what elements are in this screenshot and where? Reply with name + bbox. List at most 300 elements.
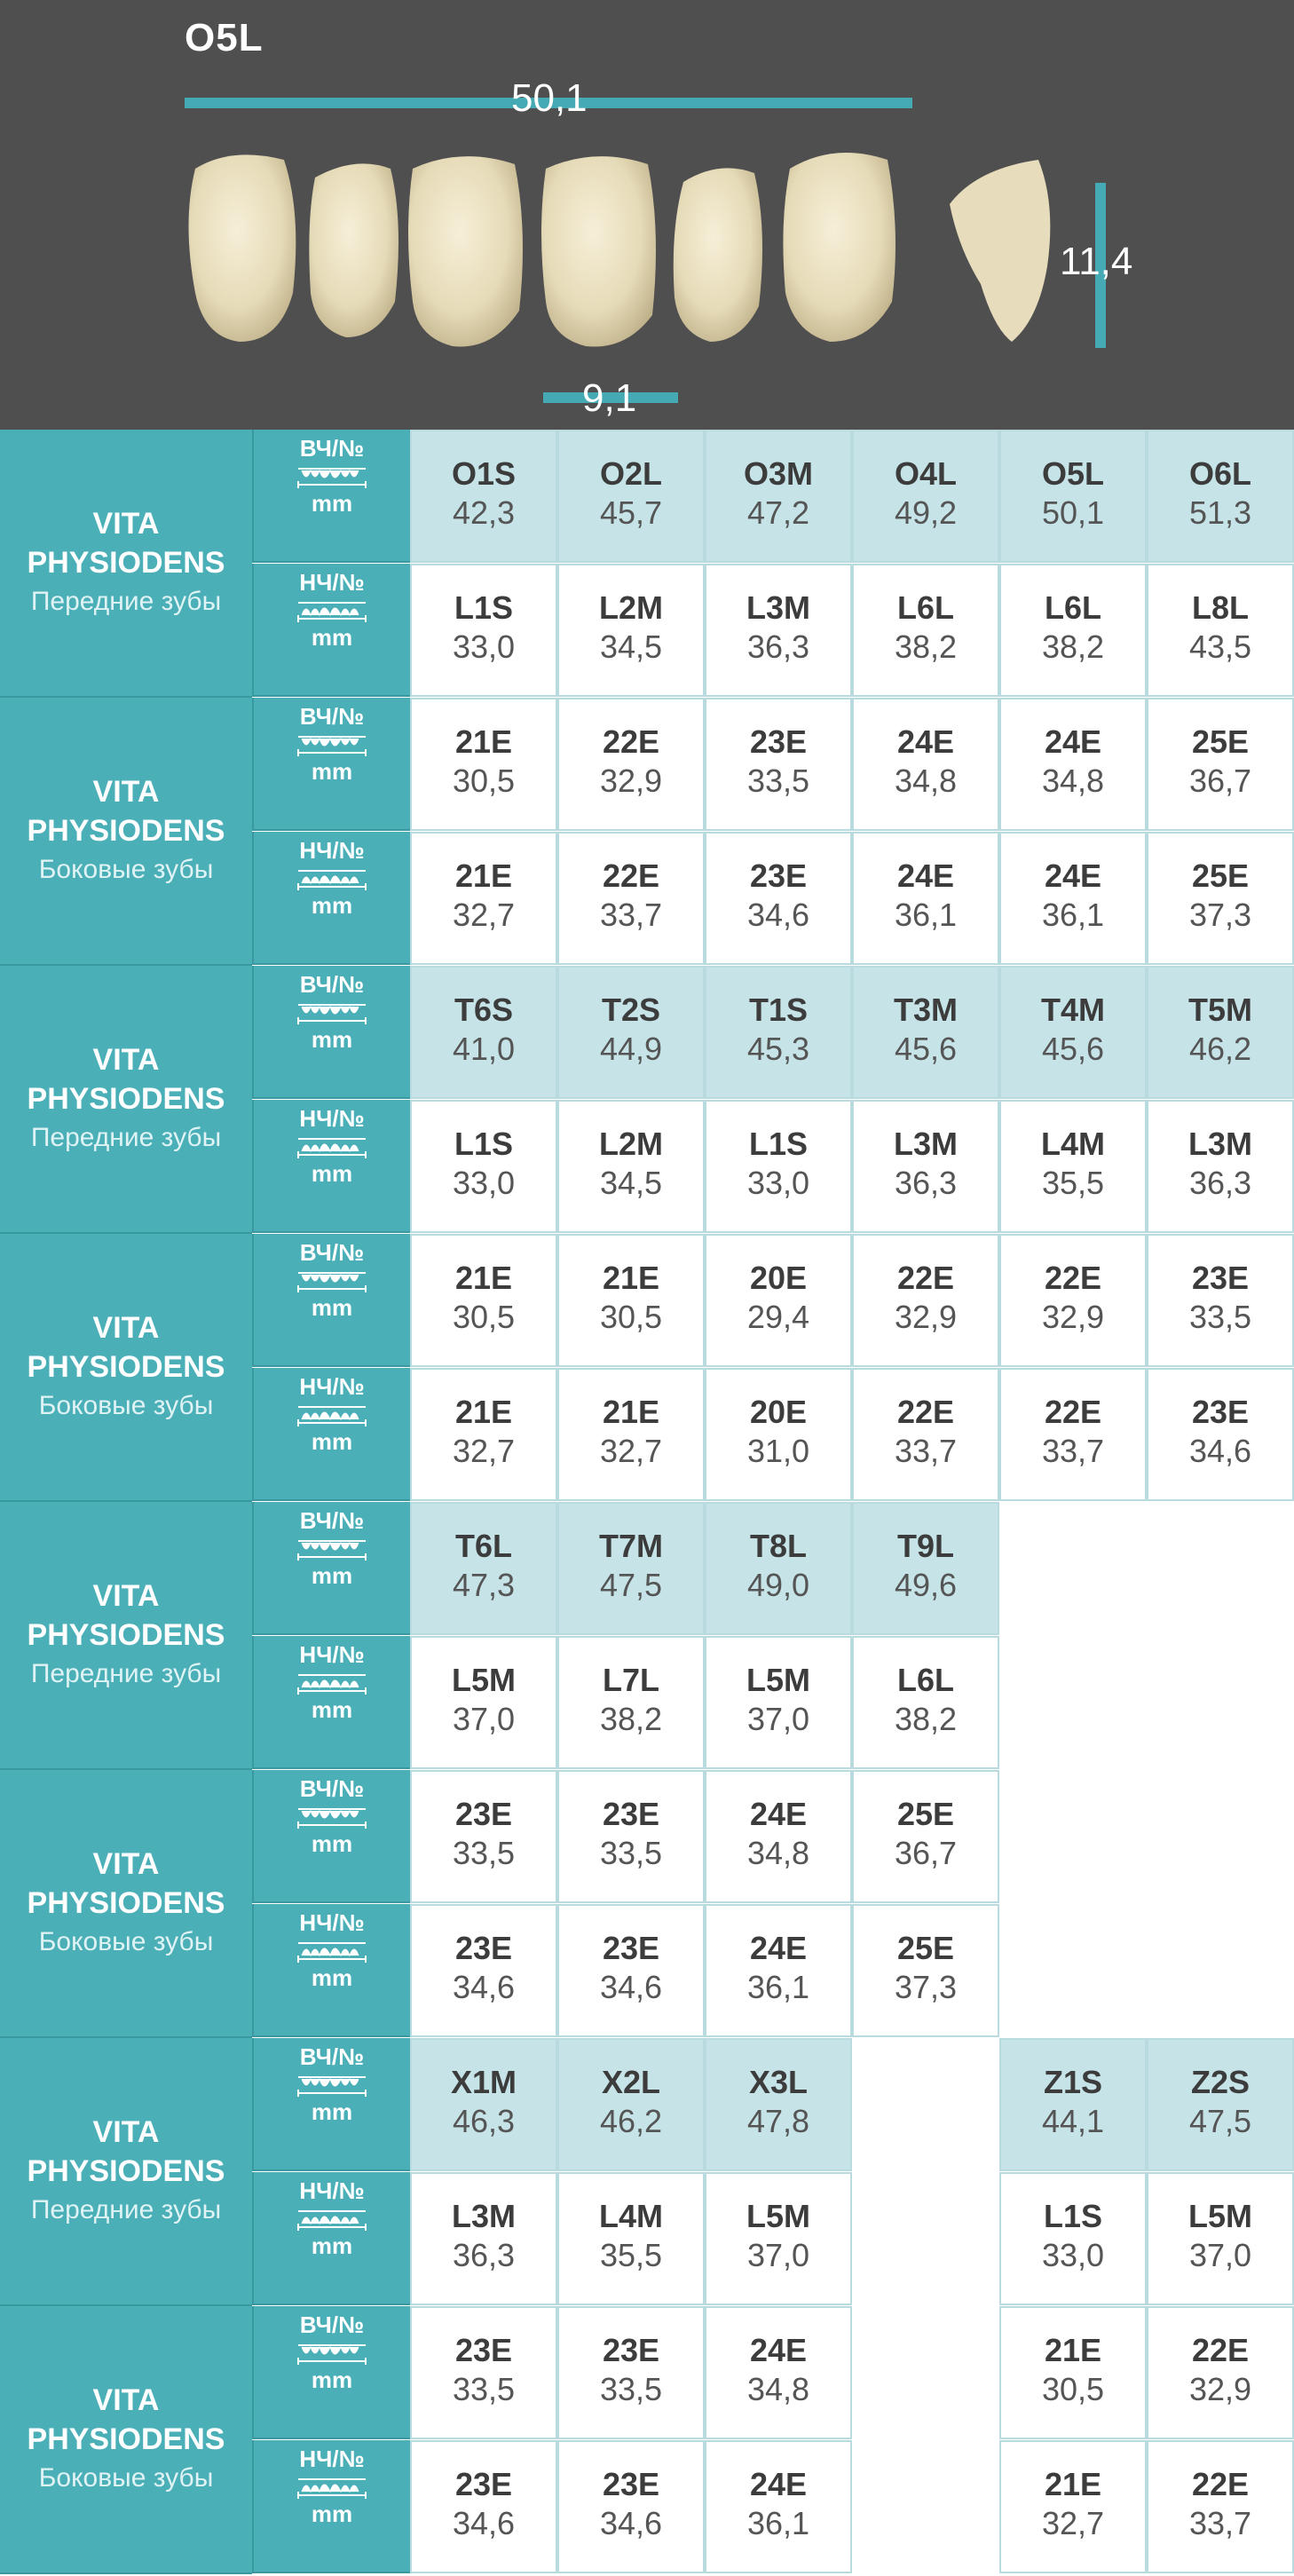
width-value: 33,7: [1188, 2505, 1252, 2541]
width-value: 51,3: [1188, 494, 1252, 531]
table-cell: [999, 966, 1147, 1099]
width-value: 32,9: [599, 763, 663, 799]
width-value: 29,4: [746, 1299, 810, 1335]
mould-code: T6S: [454, 992, 514, 1028]
width-value: 34,6: [1188, 1433, 1252, 1469]
table-cell: [410, 966, 557, 1099]
lower-jaw-label: [252, 1636, 410, 1769]
width-value: 49,2: [894, 494, 958, 531]
mould-code: X2L: [601, 2064, 661, 2100]
table-cell: [410, 1100, 557, 1233]
width-value: 47,5: [1188, 2103, 1252, 2139]
mould-code: 24E: [749, 1796, 808, 1832]
table-cell: [705, 1502, 852, 1635]
table-cell: [557, 966, 705, 1099]
mould-code: 24E: [749, 2332, 808, 2368]
width-value: 34,6: [599, 2505, 663, 2541]
upper-jaw-icon: [296, 2074, 367, 2097]
width-value: 45,6: [1041, 1031, 1105, 1067]
brand-line-2: PHYSIODENS: [27, 814, 225, 848]
table-cell: [705, 1904, 852, 2037]
width-value: 36,1: [746, 1969, 810, 2005]
upper-jaw-label: [252, 1502, 410, 1635]
width-value: 45,6: [894, 1031, 958, 1067]
mould-code: T2S: [601, 992, 661, 1028]
mould-code: 23E: [749, 857, 808, 894]
mould-code: 24E: [1044, 857, 1102, 894]
mould-code: Z1S: [1043, 2064, 1103, 2100]
table-cell: [1147, 2172, 1294, 2305]
table-cell: [1147, 1100, 1294, 1233]
mould-code: O6L: [1188, 455, 1251, 492]
table-cell: [557, 564, 705, 697]
jaw-number-label: ВЧ/№: [299, 2043, 365, 2070]
width-value: 49,0: [746, 1567, 810, 1603]
jaw-number-label: ВЧ/№: [299, 1507, 365, 1534]
unit-label: mm: [311, 1696, 353, 1723]
lower-jaw-icon: [296, 1671, 367, 1695]
width-value: 32,9: [1188, 2371, 1252, 2407]
table-cell: [852, 1904, 999, 2037]
upper-jaw-icon: [296, 1537, 367, 1561]
block-label: [0, 1234, 252, 1502]
unit-label: mm: [311, 2098, 353, 2125]
table-cell: [410, 2038, 557, 2171]
unit-label: mm: [311, 2501, 353, 2527]
width-value: 30,5: [452, 1299, 516, 1335]
table-cell: [410, 1636, 557, 1769]
width-value: 35,5: [599, 2237, 663, 2273]
mould-code: T3M: [894, 992, 958, 1028]
unit-label: mm: [311, 2367, 353, 2393]
table-cell: [852, 430, 999, 563]
lower-jaw-icon: [296, 1940, 367, 1963]
lower-jaw-icon: [296, 1135, 367, 1158]
table-cell: [1147, 966, 1294, 1099]
mould-code: T5M: [1188, 992, 1252, 1028]
table-cell: [410, 2440, 557, 2573]
table-cell: [852, 1100, 999, 1233]
table-cell: [852, 1234, 999, 1367]
lower-jaw-label: [252, 1368, 410, 1501]
table-cell: [557, 1770, 705, 1903]
width-value: 34,8: [746, 1835, 810, 1871]
tooth-group-label: Передние зубы: [30, 1123, 222, 1152]
table-cell: [557, 1100, 705, 1233]
mould-code: L3M: [452, 2198, 516, 2234]
unit-label: mm: [311, 490, 353, 517]
table-cell: [1147, 1234, 1294, 1367]
mould-code: 21E: [1044, 2332, 1102, 2368]
mould-code: O4L: [894, 455, 957, 492]
lower-jaw-label: [252, 832, 410, 965]
mould-code: O5L: [1041, 455, 1104, 492]
mould-code: 21E: [602, 1260, 660, 1296]
table-cell: [705, 832, 852, 965]
jaw-number-label: НЧ/№: [299, 837, 365, 864]
upper-jaw-icon: [296, 2342, 367, 2365]
mould-code: 25E: [896, 1930, 955, 1966]
mould-code: T8L: [749, 1528, 807, 1564]
mould-code: 24E: [896, 857, 955, 894]
mould-code: 23E: [454, 1930, 513, 1966]
width-value: 36,3: [1188, 1165, 1252, 1201]
width-value: 34,8: [1041, 763, 1105, 799]
width-value: 50,1: [1041, 494, 1105, 531]
mould-code: 20E: [749, 1260, 808, 1296]
table-cell: [705, 2172, 852, 2305]
jaw-number-label: ВЧ/№: [299, 435, 365, 462]
tooth-group-label: Боковые зубы: [38, 2463, 214, 2493]
table-cell: [705, 1100, 852, 1233]
width-value: 34,8: [894, 763, 958, 799]
unit-label: mm: [311, 624, 353, 651]
width-value: 44,9: [599, 1031, 663, 1067]
mould-code: 21E: [602, 1394, 660, 1430]
mould-code: 22E: [896, 1260, 955, 1296]
table-cell: [410, 1502, 557, 1635]
mould-code: 22E: [1044, 1394, 1102, 1430]
mould-code: 23E: [454, 2466, 513, 2502]
table-cell: [999, 1100, 1147, 1233]
mould-code: 21E: [1044, 2466, 1102, 2502]
side-tooth-photo: [941, 151, 1074, 355]
mould-code: T7M: [599, 1528, 663, 1564]
table-cell: [999, 698, 1147, 831]
upper-jaw-icon: [296, 1269, 367, 1292]
jaw-number-label: ВЧ/№: [299, 703, 365, 730]
table-cell: [999, 832, 1147, 965]
unit-label: mm: [311, 2232, 353, 2259]
width-value: 36,7: [1188, 763, 1252, 799]
table-cell: [852, 1770, 999, 1903]
unit-label: mm: [311, 1294, 353, 1321]
mould-code: T6L: [454, 1528, 512, 1564]
mould-code: L4M: [1041, 1126, 1105, 1162]
width-value: 49,6: [894, 1567, 958, 1603]
table-cell: [410, 564, 557, 697]
width-value: 33,5: [599, 1835, 663, 1871]
brand-line-2: PHYSIODENS: [27, 1618, 225, 1652]
mould-code: 25E: [896, 1796, 955, 1832]
mould-code: X1M: [450, 2064, 517, 2100]
width-value: 37,3: [1188, 897, 1252, 933]
table-cell: [1147, 564, 1294, 697]
mould-code: 24E: [896, 723, 955, 760]
width-value: 37,0: [452, 1701, 516, 1737]
table-cell: [410, 1904, 557, 2037]
tooth-group-label: Боковые зубы: [38, 1927, 214, 1956]
table-cell: [999, 2172, 1147, 2305]
brand-line-2: PHYSIODENS: [27, 1350, 225, 1384]
table-cell: [557, 1234, 705, 1367]
table-cell: [999, 1368, 1147, 1501]
width-value: 45,7: [599, 494, 663, 531]
mould-code: 23E: [454, 2332, 513, 2368]
mould-code: 25E: [1191, 857, 1250, 894]
upper-jaw-label: [252, 698, 410, 831]
mould-code: L2M: [599, 1126, 663, 1162]
width-value: 33,0: [452, 628, 516, 665]
brand-line-1: VITA: [92, 1043, 160, 1077]
mould-code: 23E: [602, 2466, 660, 2502]
table-cell: [852, 966, 999, 1099]
mould-code: L1S: [454, 1126, 514, 1162]
lower-jaw-label: [252, 1904, 410, 2037]
block-label: [0, 1502, 252, 1770]
mould-code: L6L: [896, 1662, 954, 1698]
mould-code: T4M: [1041, 992, 1105, 1028]
mould-code: O2L: [599, 455, 662, 492]
table-cell: [705, 1770, 852, 1903]
width-value: 33,5: [1188, 1299, 1252, 1335]
width-value: 36,3: [452, 2237, 516, 2273]
table-cell: [557, 1502, 705, 1635]
width-value: 36,3: [746, 628, 810, 665]
block-label: [0, 2038, 252, 2306]
unit-label: mm: [311, 1428, 353, 1455]
table-cell: [557, 1368, 705, 1501]
brand-line-2: PHYSIODENS: [27, 2422, 225, 2456]
mould-code: L1S: [748, 1126, 809, 1162]
mould-code: 22E: [602, 857, 660, 894]
block-label: [0, 2306, 252, 2574]
table-cell: [999, 564, 1147, 697]
width-value: 45,3: [746, 1031, 810, 1067]
width-value: 33,0: [1041, 2237, 1105, 2273]
table-cell: [410, 2172, 557, 2305]
width-value: 32,9: [1041, 1299, 1105, 1335]
height-dimension-label: 11,4: [1060, 240, 1133, 283]
mould-code: O3M: [743, 455, 813, 492]
width-value: 33,0: [452, 1165, 516, 1201]
mould-code: X3L: [748, 2064, 809, 2100]
block-label: [0, 430, 252, 698]
upper-jaw-label: [252, 1770, 410, 1903]
width-value: 46,3: [452, 2103, 516, 2139]
width-value: 34,5: [599, 1165, 663, 1201]
table-cell: [852, 698, 999, 831]
table-cell: [705, 2306, 852, 2439]
table-cell: [557, 1904, 705, 2037]
upper-jaw-label: [252, 966, 410, 1099]
width-value: 41,0: [452, 1031, 516, 1067]
mould-code: 22E: [1191, 2466, 1250, 2502]
tooth-group-label: Передние зубы: [30, 587, 222, 616]
table-cell: [999, 2306, 1147, 2439]
width-value: 32,7: [599, 1433, 663, 1469]
brand-line-1: VITA: [92, 1579, 160, 1613]
mould-code: 20E: [749, 1394, 808, 1430]
lower-jaw-icon: [296, 599, 367, 622]
mould-code: Z2S: [1190, 2064, 1251, 2100]
brand-line-2: PHYSIODENS: [27, 1886, 225, 1920]
width-value: 34,6: [599, 1969, 663, 2005]
table-cell: [410, 832, 557, 965]
table-cell: [410, 1368, 557, 1501]
jaw-number-label: НЧ/№: [299, 1105, 365, 1132]
upper-jaw-label: [252, 1234, 410, 1367]
mould-code: 23E: [602, 1930, 660, 1966]
mould-code: T1S: [748, 992, 809, 1028]
brand-line-1: VITA: [92, 775, 160, 809]
table-cell: [410, 1234, 557, 1367]
tooth-group-label: Боковые зубы: [38, 1391, 214, 1420]
width-value: 46,2: [1188, 1031, 1252, 1067]
table-cell: [705, 430, 852, 563]
depth-dimension-label: 9,1: [582, 376, 637, 420]
table-cell: [705, 1368, 852, 1501]
table-cell: [852, 1368, 999, 1501]
mould-code: 23E: [1191, 1394, 1250, 1430]
width-dimension-label: 50,1: [511, 76, 588, 120]
lower-jaw-icon: [296, 2476, 367, 2499]
tooth-group-label: Передние зубы: [30, 1659, 222, 1688]
mould-code: 23E: [602, 2332, 660, 2368]
unit-label: mm: [311, 1964, 353, 1991]
mould-code: 21E: [454, 1260, 513, 1296]
brand-line-1: VITA: [92, 2115, 160, 2149]
lower-jaw-icon: [296, 1403, 367, 1426]
width-value: 47,8: [746, 2103, 810, 2139]
width-value: 37,0: [746, 2237, 810, 2273]
width-value: 38,2: [1041, 628, 1105, 665]
width-value: 30,5: [452, 763, 516, 799]
brand-line-1: VITA: [92, 507, 160, 541]
mould-code: 23E: [602, 1796, 660, 1832]
width-value: 34,6: [452, 2505, 516, 2541]
table-cell: [705, 1234, 852, 1367]
table-cell: [705, 698, 852, 831]
width-value: 46,2: [599, 2103, 663, 2139]
width-value: 34,5: [599, 628, 663, 665]
unit-label: mm: [311, 758, 353, 785]
table-cell: [999, 430, 1147, 563]
width-value: 43,5: [1188, 628, 1252, 665]
upper-jaw-label: [252, 2038, 410, 2171]
jaw-number-label: ВЧ/№: [299, 1239, 365, 1266]
jaw-number-label: ВЧ/№: [299, 971, 365, 998]
mould-code: T9L: [896, 1528, 954, 1564]
table-cell: [705, 966, 852, 1099]
mould-code: L7L: [602, 1662, 659, 1698]
mould-code: L5M: [746, 1662, 810, 1698]
width-value: 33,7: [894, 1433, 958, 1469]
table-cell: [410, 430, 557, 563]
width-value: 36,1: [746, 2505, 810, 2541]
block-label: [0, 698, 252, 966]
width-value: 33,0: [746, 1165, 810, 1201]
unit-label: mm: [311, 1830, 353, 1857]
mould-code: 23E: [1191, 1260, 1250, 1296]
lower-jaw-label: [252, 2440, 410, 2573]
upper-jaw-icon: [296, 1806, 367, 1829]
jaw-number-label: НЧ/№: [299, 1909, 365, 1936]
table-cell: [705, 2038, 852, 2171]
width-value: 33,5: [452, 2371, 516, 2407]
mould-code: L6L: [1044, 589, 1101, 626]
width-value: 32,7: [1041, 2505, 1105, 2541]
table-cell: [410, 2306, 557, 2439]
upper-jaw-icon: [296, 1001, 367, 1024]
table-cell: [999, 1234, 1147, 1367]
width-value: 33,5: [599, 2371, 663, 2407]
brand-line-1: VITA: [92, 1847, 160, 1881]
mould-code: 23E: [454, 1796, 513, 1832]
mould-code: L5M: [452, 1662, 516, 1698]
model-code: O5L: [185, 16, 264, 59]
width-value: 47,3: [452, 1567, 516, 1603]
brand-line-2: PHYSIODENS: [27, 546, 225, 580]
tooth-group-label: Передние зубы: [30, 2195, 222, 2224]
table-cell: [1147, 698, 1294, 831]
table-cell: [410, 698, 557, 831]
unit-label: mm: [311, 892, 353, 919]
brand-line-2: PHYSIODENS: [27, 2154, 225, 2188]
width-value: 36,7: [894, 1835, 958, 1871]
unit-label: mm: [311, 1160, 353, 1187]
product-header: [0, 0, 1294, 430]
table-cell: [705, 564, 852, 697]
width-value: 33,5: [746, 763, 810, 799]
jaw-number-label: НЧ/№: [299, 1373, 365, 1400]
width-value: 37,3: [894, 1969, 958, 2005]
width-value: 36,3: [894, 1165, 958, 1201]
table-cell: [705, 1636, 852, 1769]
block-label: [0, 1770, 252, 2038]
width-value: 32,7: [452, 1433, 516, 1469]
width-value: 38,2: [599, 1701, 663, 1737]
mould-code: 22E: [602, 723, 660, 760]
width-value: 37,0: [1188, 2237, 1252, 2273]
mould-code: L2M: [599, 589, 663, 626]
mould-code: 24E: [749, 1930, 808, 1966]
table-cell: [1147, 2306, 1294, 2439]
table-cell: [557, 2440, 705, 2573]
width-value: 36,1: [894, 897, 958, 933]
mould-code: O1S: [451, 455, 517, 492]
width-value: 38,2: [894, 628, 958, 665]
mould-code: 24E: [1044, 723, 1102, 760]
table-cell: [852, 1636, 999, 1769]
table-cell: [1147, 430, 1294, 563]
width-value: 47,5: [599, 1567, 663, 1603]
mould-code: 25E: [1191, 723, 1250, 760]
mould-code: 21E: [454, 857, 513, 894]
width-value: 42,3: [452, 494, 516, 531]
width-value: 35,5: [1041, 1165, 1105, 1201]
width-value: 36,1: [1041, 897, 1105, 933]
brand-line-2: PHYSIODENS: [27, 1082, 225, 1116]
jaw-number-label: ВЧ/№: [299, 1775, 365, 1802]
mould-code: 23E: [749, 723, 808, 760]
mould-code: 22E: [1044, 1260, 1102, 1296]
upper-jaw-icon: [296, 733, 367, 756]
width-value: 34,6: [452, 1969, 516, 2005]
width-value: 34,8: [746, 2371, 810, 2407]
table-cell: [852, 1502, 999, 1635]
lower-jaw-icon: [296, 2208, 367, 2231]
width-value: 31,0: [746, 1433, 810, 1469]
table-cell: [1147, 2440, 1294, 2573]
mould-code: L3M: [1188, 1126, 1252, 1162]
table-cell: [999, 2440, 1147, 2573]
mould-code: 21E: [454, 1394, 513, 1430]
jaw-number-label: НЧ/№: [299, 569, 365, 596]
lower-jaw-icon: [296, 867, 367, 890]
mould-code: L5M: [746, 2198, 810, 2234]
jaw-number-label: НЧ/№: [299, 1641, 365, 1668]
